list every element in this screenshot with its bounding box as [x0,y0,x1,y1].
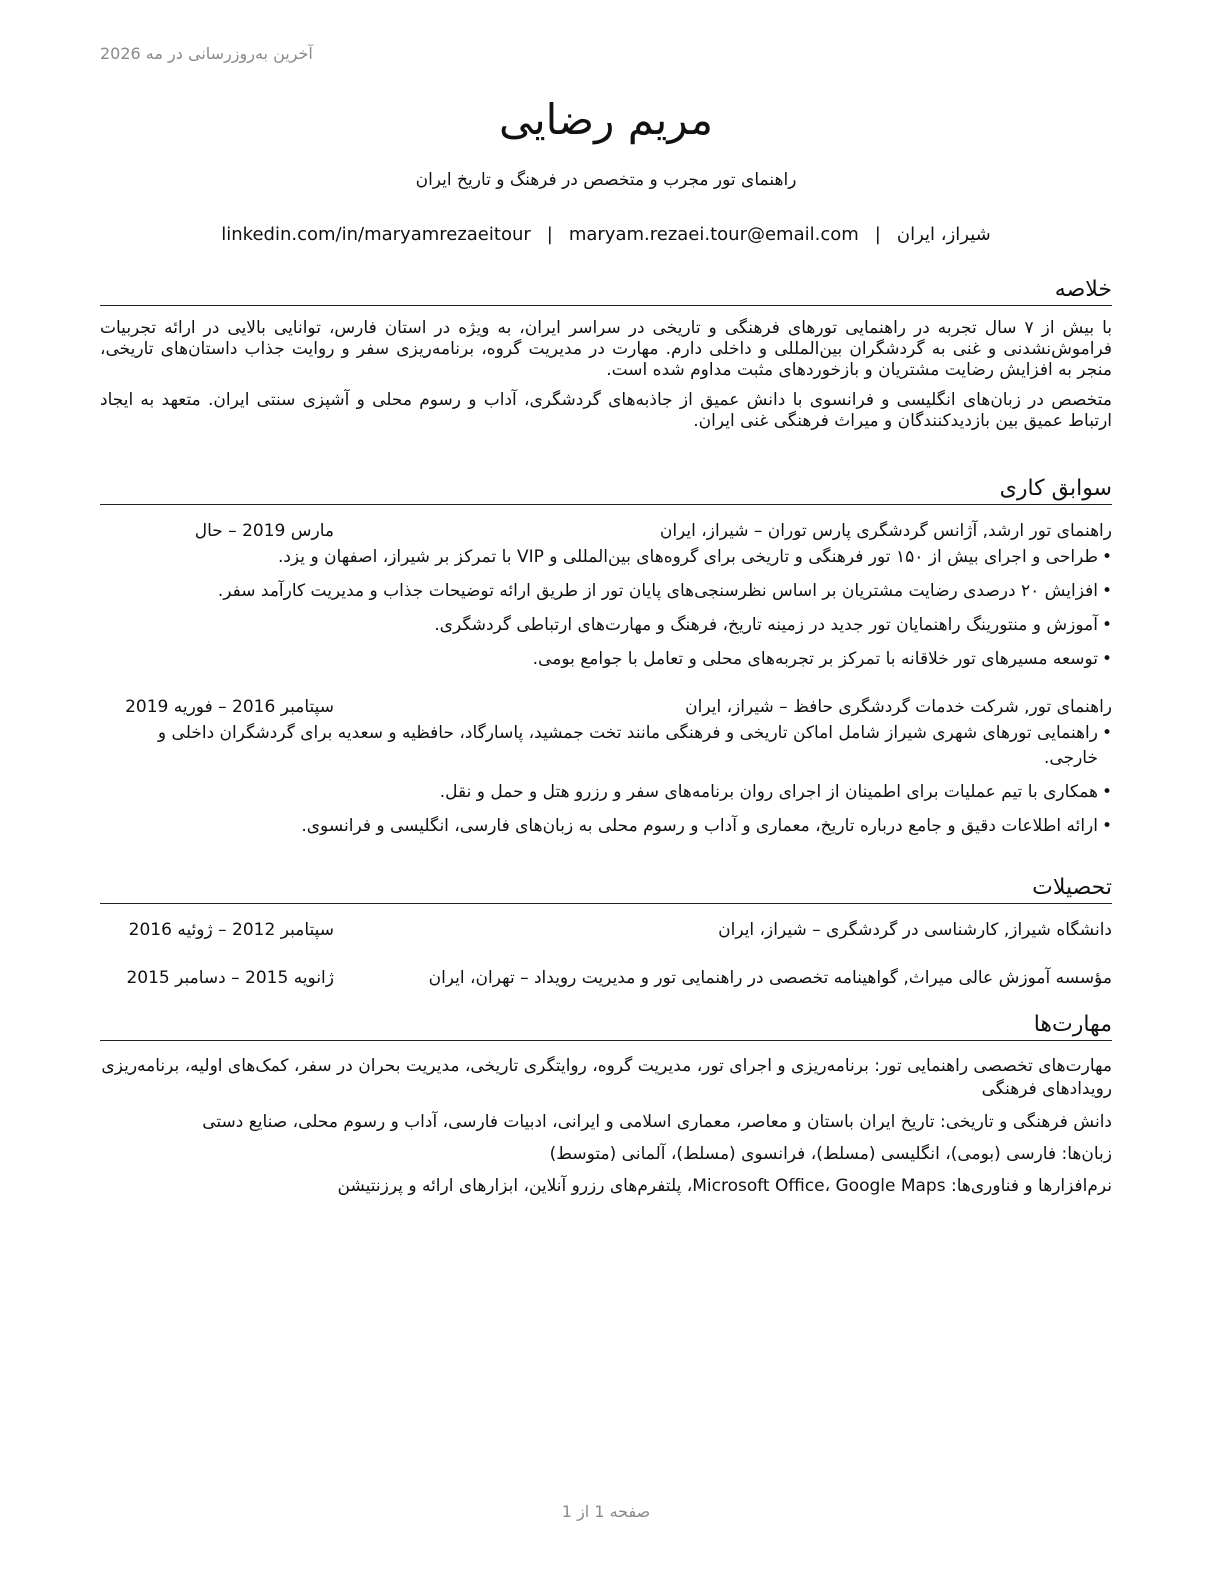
job-entry [100,695,1112,839]
skill-line: مهارت‌های تخصصی راهنمایی تور: برنامه‌ریزی و اجرای تور، مدیریت گروه، روایتگری تاریخی، مدیریت بحران در سفر، کمک‌های اولیه، برنامه‌ریزی رویدادهای فرهنگی [101,1056,1112,1099]
page-number: صفحه 1 از 1 [561,1502,651,1521]
education-header [100,966,1112,990]
bullet-marker: • [1101,782,1112,802]
list-item: • آموزش و منتورینگ راهنمایان تور جدید در زمینه تاریخ، فرهنگ و مهارت‌های ارتباطی گردشگری. [100,613,1112,638]
job-title: راهنمای تور ارشد, آژانس گردشگری پارس توران – شیراز، ایران [659,521,1112,541]
job-header [100,519,1112,543]
contact-separator: | [874,224,881,245]
section-title-skills: مهارت‌ها [100,1010,1112,1041]
location: شیراز، ایران [896,224,991,245]
education-header [100,918,1112,942]
list-item: • ارائه اطلاعات دقیق و جامع درباره تاریخ، معماری و آداب و رسوم محلی به زبان‌های فارسی، انگلیسی و فرانسوی. [100,814,1112,839]
list-item: • طراحی و اجرای بیش از ۱۵۰ تور فرهنگی و تاریخی برای گروه‌های بین‌المللی و VIP با تمرکز بر شیراز، اصفهان و یزد. [100,545,1112,570]
experience-section [100,474,1112,839]
bullet-marker: • [1101,816,1112,836]
email-link[interactable]: maryam.rezaei.tour@email.com [568,224,859,245]
linkedin-link[interactable]: linkedin.com/in/maryamrezaeitour [221,224,531,245]
job-date: سپتامبر 2016 – فوریه 2019 [125,697,334,717]
list-item: • همکاری با تیم عملیات برای اطمینان از اجرای روان برنامه‌های سفر و رزرو هتل و حمل و نقل. [100,780,1112,805]
summary-paragraph: با بیش از ۷ سال تجربه در راهنمایی تورهای فرهنگی و تاریخی در سراسر ایران، به ویژه در استان فارس، توانایی بالایی در ارائه تجربیات فراموش‌نشدنی و غنی به گردشگران بین‌المللی و داخلی دارم. مهارت در مدیریت گروه، برنامه‌ریزی سفر و روایت جذاب داستان‌های تاریخی، منجر به افزایش رضایت مشتریان و بازخوردهای مثبت مداوم شده است. [100,318,1112,380]
education-section [100,873,1112,990]
bullet-marker: • [1101,615,1112,635]
headline: راهنمای تور مجرب و متخصص در فرهنگ و تاریخ ایران [415,170,797,190]
education-title: مؤسسه آموزش عالی میراث, گواهینامه تخصصی در راهنمایی تور و مدیریت رویداد – تهران، ایران [428,968,1112,988]
education-entry [100,966,1112,990]
bullet-marker: • [1101,723,1112,743]
skills-section [100,1010,1112,1198]
summary-paragraph: متخصص در زبان‌های انگلیسی و فرانسوی با دانش عمیق از جاذبه‌های گردشگری، آداب و رسوم محلی و آشپزی سنتی ایران. متعهد به ایجاد ارتباط عمیق بین بازدیدکنندگان و میراث فرهنگی غنی ایران. [100,390,1112,431]
list-item: • توسعه مسیرهای تور خلاقانه با تمرکز بر تجربه‌های محلی و تعامل با جوامع بومی. [100,647,1112,672]
education-date: سپتامبر 2012 – ژوئیه 2016 [128,920,334,940]
last-updated-note: آخرین به‌روزرسانی در مه 2026 [100,44,313,63]
skill-line: نرم‌افزارها و فناوری‌ها: Microsoft Office، Google Maps، پلتفرم‌های رزرو آنلاین، ابزارهای ارائه و پرزنتیشن [337,1176,1112,1196]
section-title-education: تحصیلات [100,873,1112,904]
candidate-name: مریم رضایی [498,95,714,144]
skill-line: زبان‌ها: فارسی (بومی)، انگلیسی (مسلط)، فرانسوی (مسلط)، آلمانی (متوسط) [549,1144,1112,1164]
bullet-marker: • [1101,581,1112,601]
education-title: دانشگاه شیراز, کارشناسی در گردشگری – شیراز، ایران [718,920,1112,940]
job-bullets [100,721,1112,839]
list-item: • راهنمایی تورهای شهری شیراز شامل اماکن تاریخی و فرهنگی مانند تخت جمشید، پاسارگاد، حافظیه و سعدیه برای گردشگران داخلی و خارجی. [157,723,1112,768]
education-date: ژانویه 2015 – دسامبر 2015 [126,968,334,988]
section-title-summary: خلاصه [100,275,1112,306]
resume-page [100,0,1112,1584]
job-date: مارس 2019 – حال [194,521,334,541]
bullet-marker: • [1101,649,1112,669]
education-entry [100,918,1112,942]
bullet-marker: • [1101,547,1112,567]
contact-line [100,224,1112,245]
job-header [100,695,1112,719]
section-title-experience: سوابق کاری [100,474,1112,505]
job-bullets [100,545,1112,672]
list-item: • افزایش ۲۰ درصدی رضایت مشتریان بر اساس نظرسنجی‌های پایان تور از طریق ارائه توضیحات جذاب و مدیریت کارآمد سفر. [100,579,1112,604]
summary-section [100,275,1112,432]
job-title: راهنمای تور, شرکت خدمات گردشگری حافظ – شیراز، ایران [685,697,1112,717]
skill-line: دانش فرهنگی و تاریخی: تاریخ ایران باستان و معاصر، معماری اسلامی و ایرانی، ادبیات فارسی، آداب و رسوم محلی، صنایع دستی [202,1112,1112,1132]
contact-separator: | [546,224,553,245]
job-entry [100,519,1112,672]
